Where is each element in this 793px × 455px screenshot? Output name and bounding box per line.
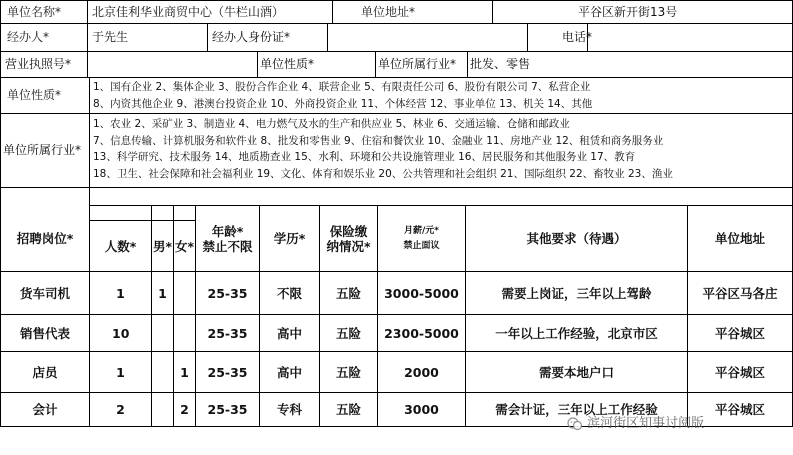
nature-ref-options bbox=[90, 78, 793, 114]
cell-male[interactable] bbox=[152, 352, 174, 393]
cell-count[interactable]: 10 bbox=[90, 315, 152, 352]
cell-salary[interactable]: 3000 bbox=[378, 393, 466, 427]
cell-male[interactable] bbox=[152, 393, 174, 427]
col-requirements-header: 其他要求（待遇） bbox=[466, 206, 688, 272]
unit-address-value[interactable]: 平谷区新开街13号 bbox=[493, 0, 793, 24]
contact-id-label: 经办人身份证* bbox=[208, 24, 328, 52]
nature-ref-label: 单位性质* bbox=[0, 78, 90, 114]
cell-male[interactable]: 1 bbox=[152, 272, 174, 315]
cell-insurance[interactable]: 五险 bbox=[320, 393, 378, 427]
cell-requirements[interactable]: 需要上岗证，三年以上驾龄 bbox=[466, 272, 688, 315]
cell-address[interactable]: 平谷区马各庄 bbox=[688, 272, 793, 315]
col-count-header: 人数* bbox=[90, 220, 152, 272]
cell-position[interactable]: 货车司机 bbox=[0, 272, 90, 315]
col-age-header-bottom: 禁止不限 bbox=[202, 238, 253, 254]
unit-name-value[interactable]: 北京佳利华业商贸中心（牛栏山酒） bbox=[88, 0, 333, 24]
cell-insurance[interactable]: 五险 bbox=[320, 272, 378, 315]
phone-value[interactable] bbox=[588, 24, 793, 52]
cell-position[interactable]: 会计 bbox=[0, 393, 90, 427]
cell-female[interactable] bbox=[174, 315, 196, 352]
watermark-text: 滨河街区知事讨阅版 bbox=[587, 416, 705, 431]
cell-education[interactable]: 不限 bbox=[260, 272, 320, 315]
cell-count[interactable]: 2 bbox=[90, 393, 152, 427]
cell-age[interactable]: 25-35 bbox=[196, 352, 260, 393]
col-salary-header-bottom: 禁止面议 bbox=[403, 240, 440, 251]
cell-salary[interactable]: 2300-5000 bbox=[378, 315, 466, 352]
spacer-cell bbox=[174, 206, 196, 220]
col-female-header: 女* bbox=[174, 220, 196, 272]
unit-name-label: 单位名称* bbox=[0, 0, 88, 24]
cell-education[interactable]: 专科 bbox=[260, 393, 320, 427]
watermark bbox=[567, 412, 704, 432]
cell-address[interactable]: 平谷城区 bbox=[688, 315, 793, 352]
cell-insurance[interactable]: 五险 bbox=[320, 315, 378, 352]
spacer-cell bbox=[0, 188, 90, 206]
contact-label: 经办人* bbox=[0, 24, 88, 52]
spacer-cell bbox=[90, 188, 793, 206]
license-value[interactable] bbox=[88, 52, 258, 78]
cell-requirements[interactable]: 需会计证，三年以上工作经验 bbox=[466, 393, 688, 427]
spacer-cell bbox=[90, 206, 152, 220]
industry-ref-line: 1、农业 2、采矿业 3、制造业 4、电力燃气及水的生产和供应业 5、林业 6、交通运输、仓储和邮政业 bbox=[93, 118, 570, 130]
cell-position[interactable]: 销售代表 bbox=[0, 315, 90, 352]
spacer-cell bbox=[152, 206, 174, 220]
contact-id-value[interactable] bbox=[328, 24, 528, 52]
cell-address[interactable]: 平谷城区 bbox=[688, 393, 793, 427]
cell-education[interactable]: 高中 bbox=[260, 352, 320, 393]
cell-male[interactable] bbox=[152, 315, 174, 352]
nature-label: 单位性质* bbox=[258, 52, 376, 78]
cell-female[interactable]: 1 bbox=[174, 352, 196, 393]
cell-salary[interactable]: 2000 bbox=[378, 352, 466, 393]
contact-value[interactable]: 于先生 bbox=[88, 24, 208, 52]
cell-requirements[interactable]: 需要本地户口 bbox=[466, 352, 688, 393]
industry-ref-line: 13、科学研究、技术服务 14、地质勘查业 15、水利、环境和公共设施管理业 16、居民服务和其他服务业 17、教育 bbox=[93, 151, 636, 163]
cell-female[interactable] bbox=[174, 272, 196, 315]
cell-education[interactable]: 高中 bbox=[260, 315, 320, 352]
cell-count[interactable]: 1 bbox=[90, 352, 152, 393]
col-salary-header bbox=[378, 206, 466, 272]
col-address-header: 单位地址 bbox=[688, 206, 793, 272]
industry-ref-label: 单位所属行业* bbox=[0, 114, 90, 188]
industry-ref-line: 18、卫生、社会保障和社会福利业 19、文化、体育和娱乐业 20、公共管理和社会组织 21、国际组织 22、畜牧业 23、渔业 bbox=[93, 167, 673, 180]
cell-position[interactable]: 店员 bbox=[0, 352, 90, 393]
industry-ref-options bbox=[90, 114, 793, 188]
col-age-header bbox=[196, 206, 260, 272]
cell-age[interactable]: 25-35 bbox=[196, 393, 260, 427]
cell-age[interactable]: 25-35 bbox=[196, 315, 260, 352]
unit-address-label: 单位地址* bbox=[333, 0, 493, 24]
industry-value[interactable]: 批发、零售 bbox=[468, 52, 793, 78]
col-male-header: 男* bbox=[152, 220, 174, 272]
col-education-header: 学历* bbox=[260, 206, 320, 272]
phone-label: 电话* bbox=[528, 24, 588, 52]
cell-count[interactable]: 1 bbox=[90, 272, 152, 315]
col-age-header-top: 年龄* bbox=[211, 223, 244, 239]
col-salary-header-top: 月薪/元* bbox=[404, 225, 439, 236]
col-insurance-header: 保险缴纳情况* bbox=[320, 206, 378, 272]
wechat-icon bbox=[567, 416, 583, 432]
nature-ref-line: 8、内资其他企业 9、港澳台投资企业 10、外商投资企业 11、个体经营 12、事业单位 13、机关 14、其他 bbox=[93, 97, 593, 110]
cell-address[interactable]: 平谷城区 bbox=[688, 352, 793, 393]
cell-salary[interactable]: 3000-5000 bbox=[378, 272, 466, 315]
cell-insurance[interactable]: 五险 bbox=[320, 352, 378, 393]
industry-ref-line: 7、信息传输、计算机服务和软件业 8、批发和零售业 9、住宿和餐饮业 10、金融业 11、房地产业 12、租赁和商务服务业 bbox=[93, 134, 664, 147]
cell-requirements[interactable]: 一年以上工作经验，北京市区 bbox=[466, 315, 688, 352]
col-position-header: 招聘岗位* bbox=[0, 206, 90, 272]
nature-ref-line: 1、国有企业 2、集体企业 3、股份合作企业 4、联营企业 5、有限责任公司 6、股份有限公司 7、私营企业 bbox=[93, 81, 591, 93]
industry-label: 单位所属行业* bbox=[376, 52, 468, 78]
cell-female[interactable]: 2 bbox=[174, 393, 196, 427]
cell-age[interactable]: 25-35 bbox=[196, 272, 260, 315]
license-label: 营业执照号* bbox=[0, 52, 88, 78]
